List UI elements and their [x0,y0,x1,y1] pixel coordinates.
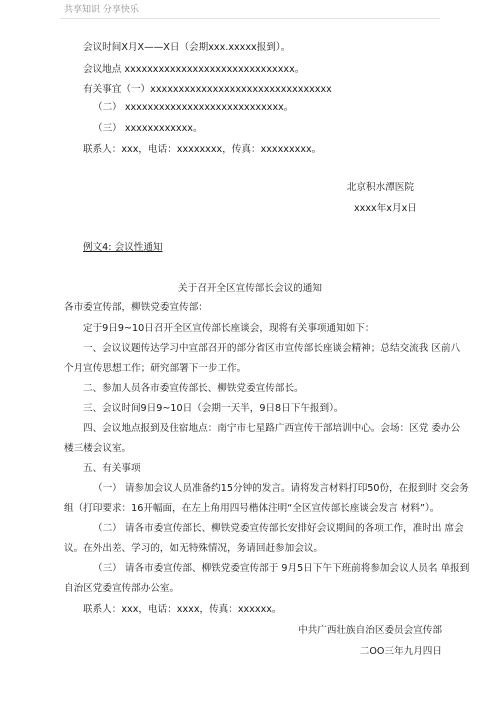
header-divider [60,18,440,19]
notice-paragraph: 组（打印要求：16开幅面，在左上角用四号楷体注明“全区宣传部长座谈会发言 材料”）。 [64,503,440,514]
notice-title: 关于召开全区宣传部长会议的通知 [178,283,322,294]
notice-paragraph: 五、有关事项 [83,463,141,474]
notice-paragraph: （二） 请各市委宣传部长、柳铁党委宣传部长安排好会议期间的各项工作，准时出 席会 [93,523,464,534]
notice-paragraph: 四、会议地点报到及住宿地点：南宁市七星路广西宣传干部培训中心。会场：区党 委办公 [83,423,461,434]
notice-paragraph: （三） 请各市委宣传部、柳铁党委宣传部于 9月5日下午下班前将参加会议人员名 单报到 [93,563,470,574]
signature-date: xxxx年x月x日 [354,203,417,214]
notice-paragraph: 自治区党委宣传部办公室。 [64,583,180,594]
notice-paragraph: 二、参加人员各市委宣传部长、柳铁党委宣传部长。 [83,383,304,394]
example-label: 例文4: 会议性通知 [83,242,163,253]
notice-paragraph: 一、会议议题传达学习中宣部召开的部分省区市宣传部长座谈会精神；总结交流我 区前八 [83,343,461,354]
notice-salutation: 各市委宣传部，柳铁党委宣传部： [64,302,208,313]
notice-contact: 联系人：xxx，电话：xxxx，传真：xxxxxx。 [83,604,282,615]
matters-line-3: （三） xxxxxxxxxxxx。 [93,123,203,134]
notice-paragraph: 定于9日9~10日召开全区宣传部长座谈会，现将有关事项通知如下： [83,323,375,334]
notice-signature-date: 二OO三年九月四日 [359,646,442,657]
notice-paragraph: 楼三楼会议室。 [64,443,132,454]
notice-paragraph: 个月宣传思想工作；研究部署下一步工作。 [64,363,247,374]
meeting-time-line: 会议时间X月X——X日（会期xxx.xxxxx报到）。 [83,42,291,53]
matters-line-1: 有关事宜（一）xxxxxxxxxxxxxxxxxxxxxxxxxxxxxxxx [83,84,332,95]
signature-org: 北京积水潭医院 [346,182,414,193]
notice-paragraph: （一） 请参加会议人员准备约15分钟的发言。请将发言材料打印50份，在报到时 交会务 [93,483,469,494]
notice-paragraph: 三、会议时间9日9~10日（会期一天半，9日8日下午报到）。 [83,403,344,414]
page-header: 共享知识 分享快乐 [64,5,139,15]
meeting-place-line: 会议地点 xxxxxxxxxxxxxxxxxxxxxxxxxxxxxx。 [83,64,305,75]
matters-line-2: （二） xxxxxxxxxxxxxxxxxxxxxxxxxxxx。 [93,102,294,113]
notice-signature-org: 中共广西壮族自治区委员会宣传部 [298,625,442,636]
contact-line: 联系人：xxx，电话：xxxxxxxx，传真：xxxxxxxxx。 [83,144,322,155]
notice-paragraph: 议。在外出差、学习的，如无特殊情况，务请回赶参加会议。 [64,543,324,554]
